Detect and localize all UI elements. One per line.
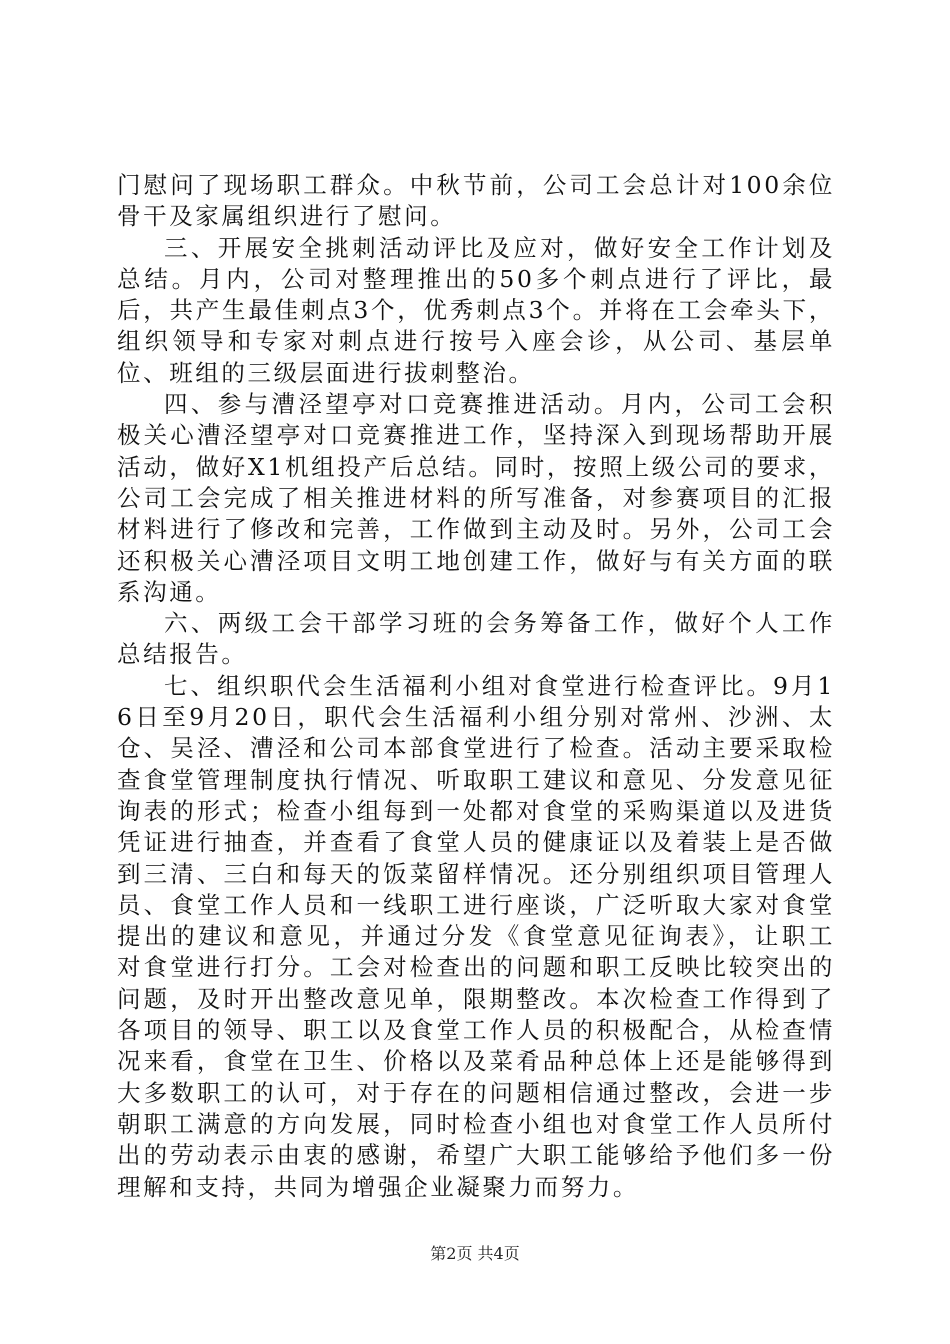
paragraph-1: 门慰问了现场职工群众。中秋节前，公司工会总计对100余位骨干及家属组织进行了慰问。	[117, 171, 835, 231]
paragraph-2: 三、开展安全挑刺活动评比及应对，做好安全工作计划及总结。月内，公司对整理推出的50多个刺点进行了评比，最后，共产生最佳刺点3个，优秀刺点3个。并将在工会牵头下，组织领导和专家对刺点进行按号入座会诊，从公司、基层单位、班组的三级层面进行拔刺整治。	[117, 233, 835, 387]
paragraph-4: 六、两级工会干部学习班的会务筹备工作，做好个人工作总结报告。	[117, 609, 835, 669]
paragraph-3: 四、参与漕泾望亭对口竞赛推进活动。月内，公司工会积极关心漕泾望亭对口竞赛推进工作，坚持深入到现场帮助开展活动，做好X1机组投产后总结。同时，按照上级公司的要求，公司工会完成了相关推进材料的所写准备，对参赛项目的汇报材料进行了修改和完善，工作做到主动及时。另外，公司工会还积极关心漕泾项目文明工地创建工作，做好与有关方面的联系沟通。	[117, 390, 835, 606]
document-body	[117, 170, 835, 1203]
page-footer	[0, 1244, 950, 1264]
paragraph-5: 七、组织职代会生活福利小组对食堂进行检查评比。9月16日至9月20日，职代会生活福利小组分别对常州、沙洲、太仓、吴泾、漕泾和公司本部食堂进行了检查。活动主要采取检查食堂管理制度执行情况、听取职工建议和意见、分发意见征询表的形式；检查小组每到一处都对食堂的采购渠道以及进货凭证进行抽查，并查看了食堂人员的健康证以及着装上是否做到三清、三白和每天的饭菜留样情况。还分别组织项目管理人员、食堂工作人员和一线职工进行座谈，广泛听取大家对食堂提出的建议和意见，并通过分发《食堂意见征询表》，让职工对食堂进行打分。工会对检查出的问题和职工反映比较突出的问题，及时开出整改意见单，限期整改。本次检查工作得到了各项目的领导、职工以及食堂工作人员的积极配合，从检查情况来看，食堂在卫生、价格以及菜肴品种总体上还是能够得到大多数职工的认可，对于存在的问题相信通过整改，会进一步朝职工满意的方向发展，同时检查小组也对食堂工作人员所付出的劳动表示由衷的感谢，希望广大职工能够给予他们多一份理解和支持，共同为增强企业凝聚力而努力。	[117, 671, 835, 1201]
page-number-label: 第2页 共4页	[430, 1244, 520, 1263]
